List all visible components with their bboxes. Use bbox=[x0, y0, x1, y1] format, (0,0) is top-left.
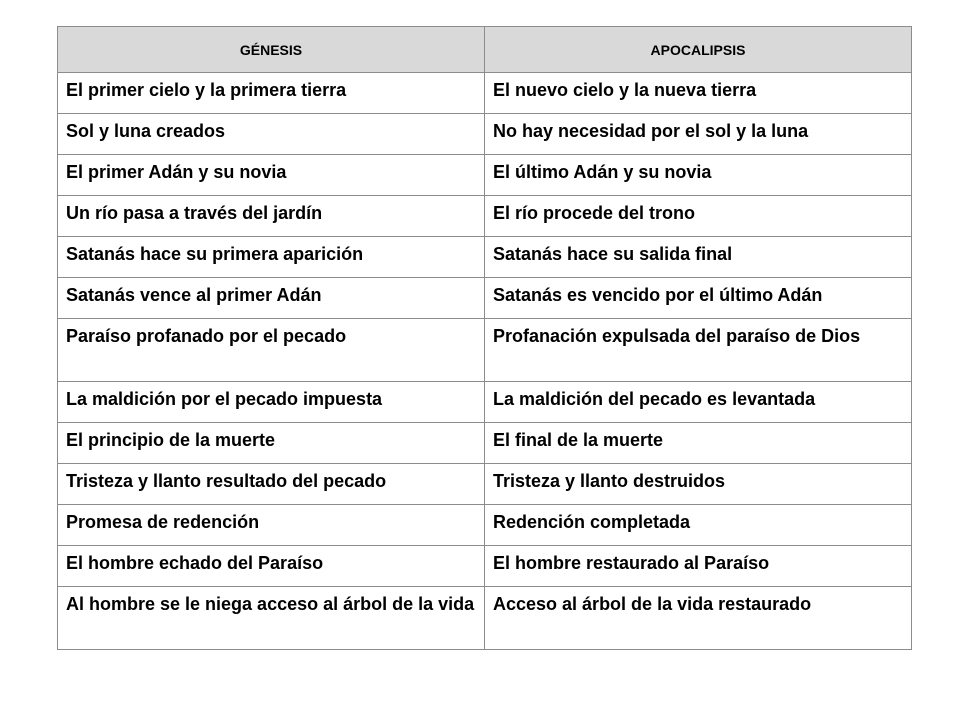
genesis-cell: El hombre echado del Paraíso bbox=[58, 546, 485, 587]
apocalipsis-cell: Satanás hace su salida final bbox=[485, 237, 912, 278]
genesis-cell: Satanás vence al primer Adán bbox=[58, 278, 485, 319]
apocalipsis-cell: El río procede del trono bbox=[485, 196, 912, 237]
apocalipsis-cell: La maldición del pecado es levantada bbox=[485, 382, 912, 423]
column-header-apocalipsis: APOCALIPSIS bbox=[485, 27, 912, 73]
table-row bbox=[58, 196, 912, 237]
apocalipsis-cell: Profanación expulsada del paraíso de Dios bbox=[485, 319, 912, 382]
table-row bbox=[58, 114, 912, 155]
genesis-cell: Promesa de redención bbox=[58, 505, 485, 546]
apocalipsis-cell: El final de la muerte bbox=[485, 423, 912, 464]
comparison-table bbox=[57, 26, 912, 650]
header-row bbox=[58, 27, 912, 73]
genesis-cell: Paraíso profanado por el pecado bbox=[58, 319, 485, 382]
genesis-cell: Tristeza y llanto resultado del pecado bbox=[58, 464, 485, 505]
genesis-cell: Sol y luna creados bbox=[58, 114, 485, 155]
apocalipsis-cell: Tristeza y llanto destruidos bbox=[485, 464, 912, 505]
table-row bbox=[58, 278, 912, 319]
apocalipsis-cell: El último Adán y su novia bbox=[485, 155, 912, 196]
table-row bbox=[58, 155, 912, 196]
table-row bbox=[58, 587, 912, 650]
apocalipsis-cell: Acceso al árbol de la vida restaurado bbox=[485, 587, 912, 650]
apocalipsis-cell: No hay necesidad por el sol y la luna bbox=[485, 114, 912, 155]
table-row bbox=[58, 319, 912, 382]
table-row bbox=[58, 464, 912, 505]
table-row bbox=[58, 546, 912, 587]
column-header-genesis: GÉNESIS bbox=[58, 27, 485, 73]
genesis-cell: El primer cielo y la primera tierra bbox=[58, 73, 485, 114]
table-row bbox=[58, 423, 912, 464]
apocalipsis-cell: Satanás es vencido por el último Adán bbox=[485, 278, 912, 319]
genesis-cell: Al hombre se le niega acceso al árbol de la vida bbox=[58, 587, 485, 650]
genesis-cell: Un río pasa a través del jardín bbox=[58, 196, 485, 237]
table-row bbox=[58, 73, 912, 114]
genesis-cell: El principio de la muerte bbox=[58, 423, 485, 464]
apocalipsis-cell: El hombre restaurado al Paraíso bbox=[485, 546, 912, 587]
genesis-cell: La maldición por el pecado impuesta bbox=[58, 382, 485, 423]
table-row bbox=[58, 505, 912, 546]
genesis-cell: Satanás hace su primera aparición bbox=[58, 237, 485, 278]
apocalipsis-cell: Redención completada bbox=[485, 505, 912, 546]
genesis-cell: El primer Adán y su novia bbox=[58, 155, 485, 196]
table-row bbox=[58, 237, 912, 278]
table-row bbox=[58, 382, 912, 423]
apocalipsis-cell: El nuevo cielo y la nueva tierra bbox=[485, 73, 912, 114]
